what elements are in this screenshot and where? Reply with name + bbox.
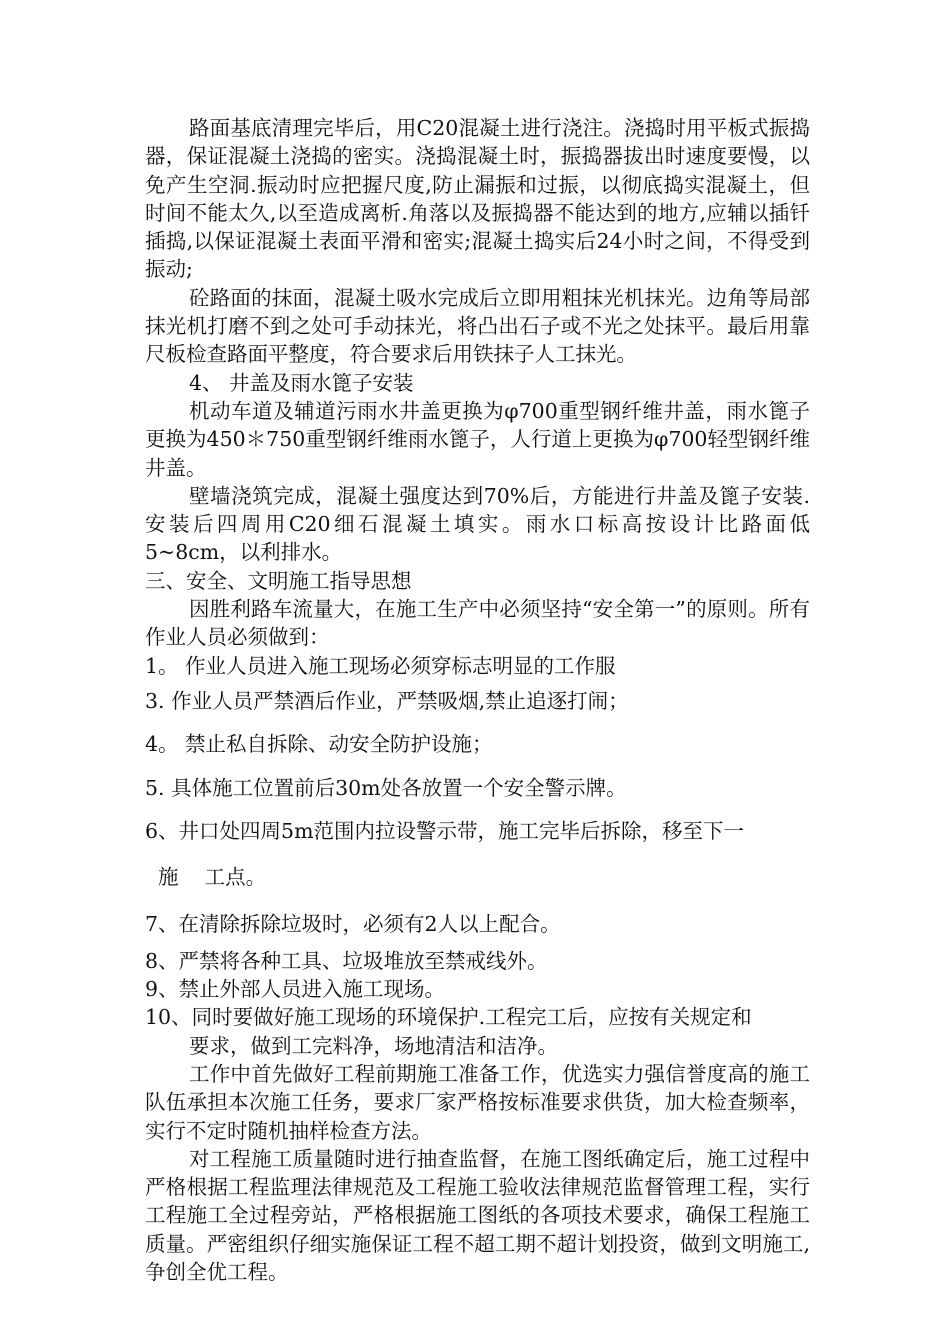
list-item-10-continuation: 要求，做到工完料净，场地清洁和洁净。	[189, 1033, 558, 1058]
paragraph-cover-replacement: 机动车道及辅道污雨水井盖更换为φ700重型钢纤维井盖，雨水篦子更换为450＊750重型钢纤维雨水篦子，人行道上更换为φ700轻型钢纤维井盖。	[145, 398, 810, 480]
paragraph-preparation: 工作中首先做好工程前期施工准备工作，优选实力强信誉度高的施工队伍承担本次施工任务，要求厂家严格按标准要求供货，加大检查频率，实行不定时随机抽样检查方法。	[145, 1061, 810, 1143]
list-item-6: 6、井口处四周5m范围内拉设警示带，施工完毕后拆除，移至下一	[145, 818, 745, 843]
paragraph-concrete-pouring: 路面基底清理完毕后，用C20混凝土进行浇注。浇捣时用平板式振捣器，保证混凝土浇捣的密实。浇捣混凝土时，振捣器拔出时速度要慢，以免产生空洞.振动时应把握尺度,防止漏振和过振，以彻底捣实混凝土，但时间不能太久,以至造成离析.角落以及振捣器不能达到的地方,应辅以插钎插捣,以保证混凝土表面平滑和密实;混凝土捣实后24小时之间，不得受到振动;	[145, 116, 810, 282]
list-item-6-continuation: 施 工点。	[145, 865, 267, 890]
list-item-1: 1。 作业人员进入施工现场必须穿标志明显的工作服	[145, 653, 616, 678]
paragraph-surface-finishing: 砼路面的抹面，混凝土吸水完成后立即用粗抹光机抹光。边角等局部抹光机打磨不到之处可手动抹光，将凸出石子或不光之处抹平。最后用靠尺板检查路面平整度，符合要求后用铁抹子人工抹光。	[145, 285, 810, 367]
list-item-5: 5. 具体施工位置前后30m处各放置一个安全警示牌。	[145, 775, 627, 800]
list-item-7: 7、在清除拆除垃圾时，必须有2人以上配合。	[145, 912, 561, 937]
paragraph-safety-principle: 因胜利路车流量大，在施工生产中必须坚持“安全第一”的原则。所有作业人员必须做到：	[145, 597, 810, 650]
list-item-8: 8、严禁将各种工具、垃圾堆放至禁戒线外。	[145, 948, 548, 973]
list-item-3: 3. 作业人员严禁酒后作业，严禁吸烟,禁止追逐打闹；	[145, 688, 629, 713]
paragraph-cover-installation: 壁墙浇筑完成，混凝土强度达到70%后，方能进行井盖及篦子安装.安装后四周用C20细石混凝土填实。雨水口标高按设计比路面低5~8cm，以利排水。	[145, 483, 810, 565]
list-item-10: 10、同时要做好施工现场的环境保护.工程完工后，应按有关规定和	[145, 1005, 752, 1030]
section-heading-safety: 三、安全、文明施工指导思想	[145, 568, 412, 593]
list-item-4: 4。 禁止私自拆除、动安全防护设施；	[145, 732, 493, 757]
list-item-9: 9、禁止外部人员进入施工现场。	[145, 977, 446, 1002]
section-heading-manhole-covers: 4、 井盖及雨水篦子安装	[189, 370, 414, 395]
paragraph-quality-supervision: 对工程施工质量随时进行抽查监督，在施工图纸确定后，施工过程中严格根据工程监理法律规范及工程施工验收法律规范监督管理工程，实行工程施工全过程旁站，严格根据施工图纸的各项技术要求，确保工程施工质量。严密组织仔细实施保证工程不超工期不超计划投资，做到文明施工,争创全优工程。	[145, 1146, 810, 1284]
